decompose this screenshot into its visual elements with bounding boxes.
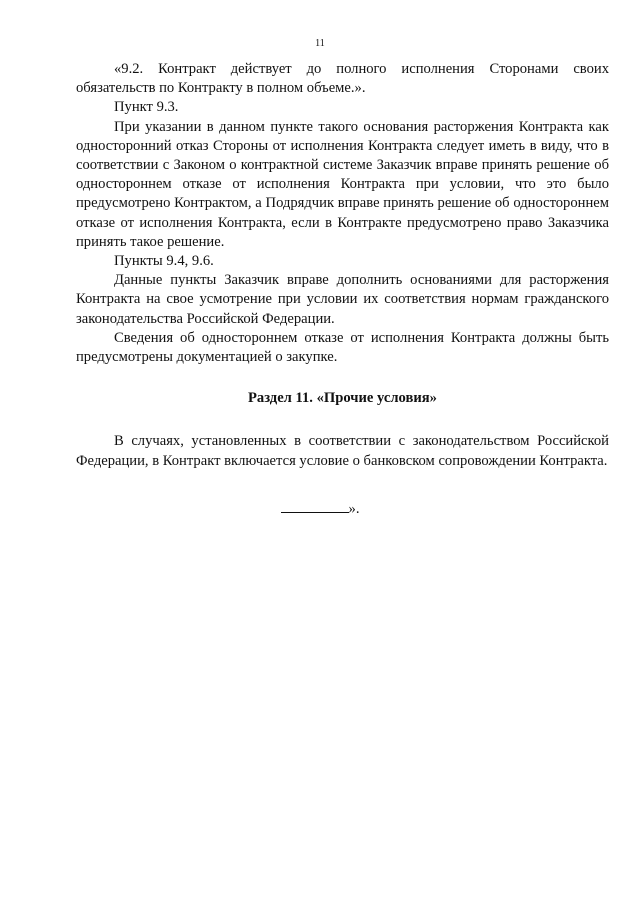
paragraph-9-2: «9.2. Контракт действует до полного исполнения Сторонами своих обязательств по Контракту в полном объеме.». [76, 61, 609, 97]
paragraph-heading-9-3: Пункт 9.3. [114, 99, 179, 116]
closing-suffix: ». [348, 501, 360, 517]
paragraph-bank-support: В случаях, установленных в соответствии с законодательством Российской Федерации, в Контракт включается условие о банковском сопровождении Контракта. [76, 433, 609, 469]
paragraph-heading-9-4-9-6: Пункты 9.4, 9.6. [114, 253, 214, 270]
document-body [76, 60, 609, 471]
page-number: 11 [315, 38, 325, 49]
closing-line [0, 498, 640, 518]
blank-line [281, 498, 349, 513]
section-title: Раздел 11. «Прочие условия» [248, 390, 437, 407]
paragraph-9-4-9-6-text: Данные пункты Заказчик вправе дополнить основаниями для расторжения Контракта на свое усмотрение при условии их соответствия нормам гражданского законодательства Российской Федерации. [76, 272, 609, 327]
paragraph-9-3-text: При указании в данном пункте такого основания расторжения Контракта как односторонний отказ Стороны от исполнения Контракта следует иметь в виду, что в соответствии с Законом о контрактной системе Заказчик вправе принять решение об одностороннем отказе от исполнения Контракта при условии, что это было предусмотрено Контрактом, а Подрядчик вправе принять решение об одностороннем отказе от исполнения Контракта, если в Контракте предусмотрено право Заказчика принять такое решение. [76, 118, 609, 250]
paragraph-unilateral-refusal: Сведения об одностороннем отказе от исполнения Контракта должны быть предусмотрены документацией о закупке. [76, 329, 609, 366]
